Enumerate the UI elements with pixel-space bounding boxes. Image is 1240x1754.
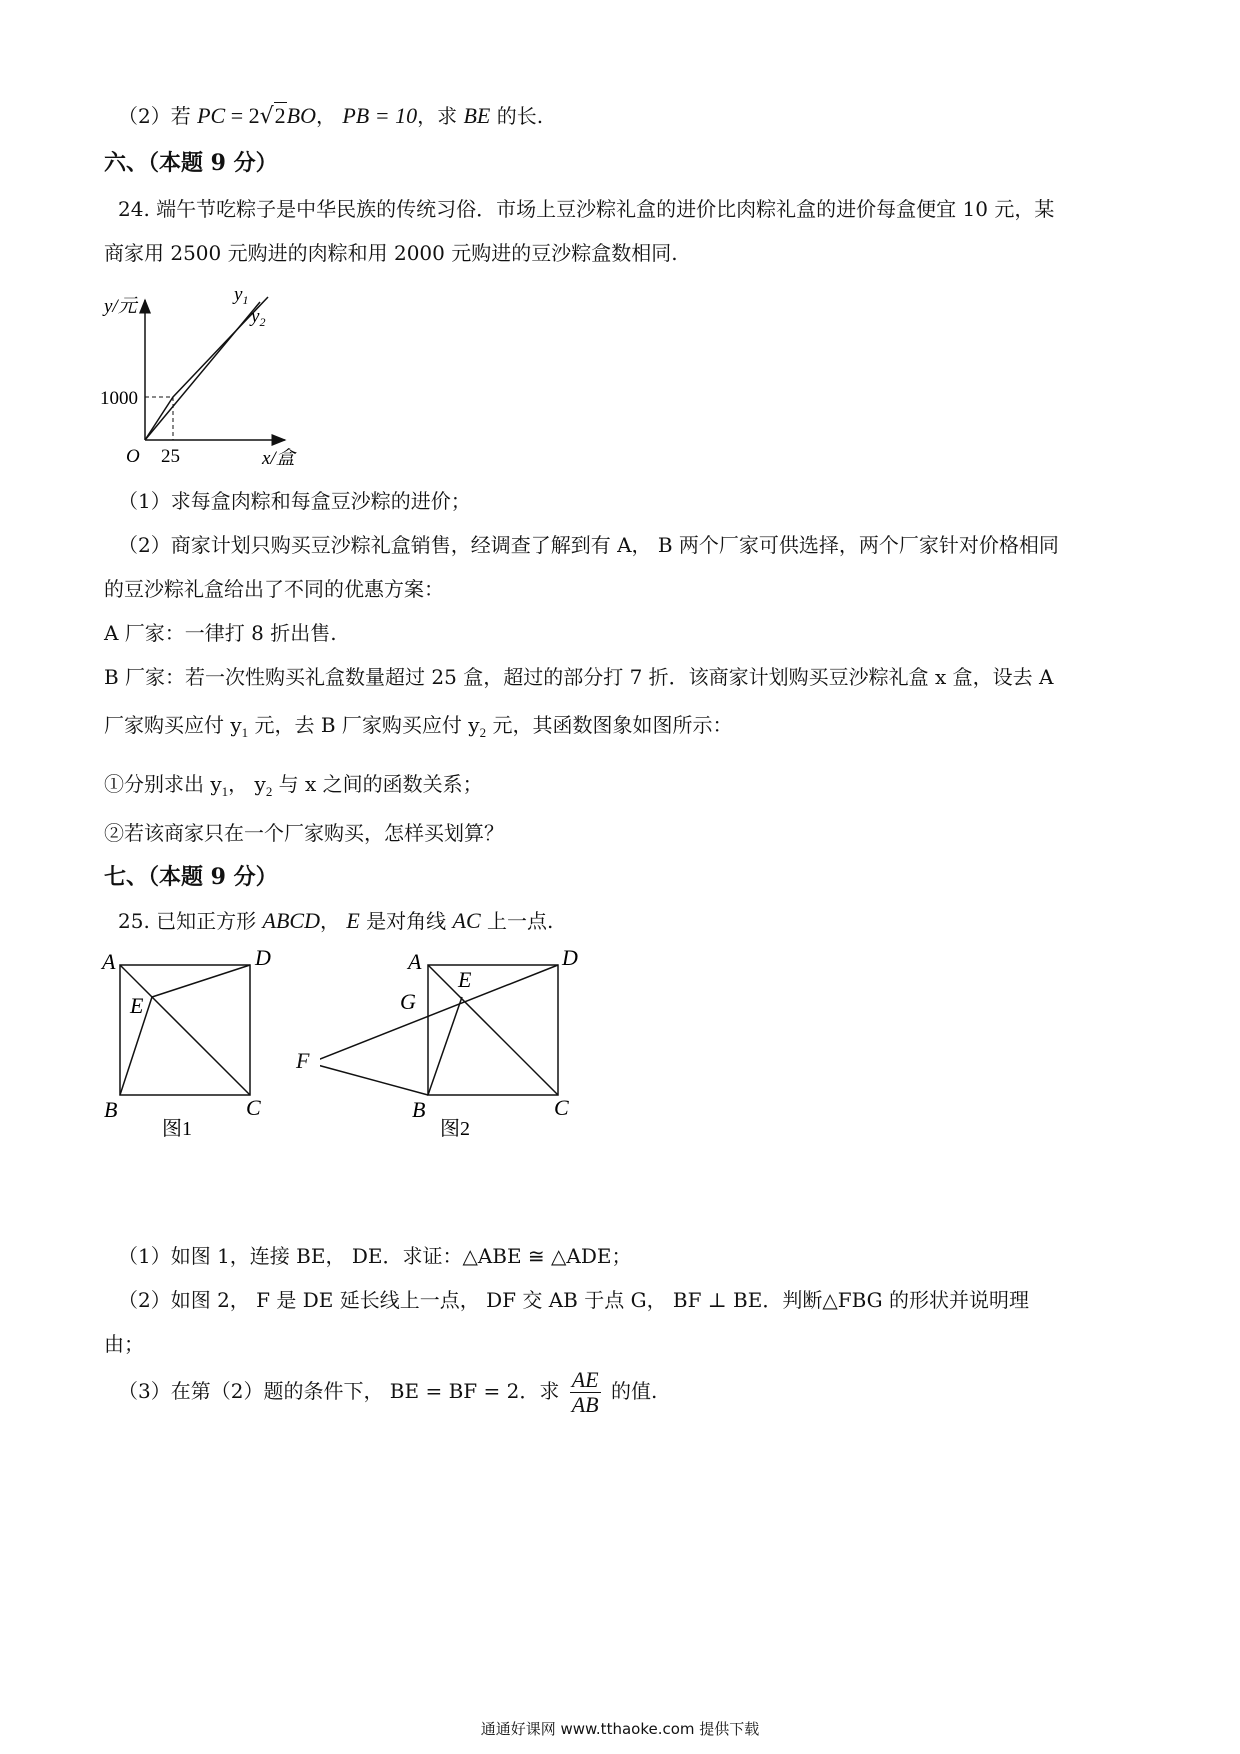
b-line2-a: 厂家购买应付 y	[104, 713, 242, 737]
y-tick-1000: 1000	[100, 388, 138, 409]
q24-sub-question-1	[104, 771, 483, 805]
origin-label: O	[126, 446, 140, 467]
q24-sub-question-2: ②若该商家只在一个厂家购买，怎样买划算？	[104, 821, 504, 845]
q24-a-factory: A 厂家：一律打 8 折出售.	[104, 621, 337, 645]
math-be: BE	[463, 103, 491, 128]
section-7-heading: 七、（本题 9 分）	[104, 864, 278, 890]
math-pc: PC	[197, 103, 226, 128]
q1-sub-1: 1	[221, 784, 229, 799]
point-a-2: A	[408, 949, 422, 974]
q25-part3	[118, 1368, 657, 1417]
q24-graph	[100, 282, 340, 472]
sqrt-argument: 2	[274, 103, 286, 128]
q1-a: ①分别求出 y	[104, 772, 222, 796]
math-pb: PB = 10	[342, 103, 418, 128]
fraction-denominator: AB	[571, 1392, 599, 1417]
fraction-ae-ab	[570, 1368, 601, 1417]
y1-label: $y_1$	[234, 284, 249, 307]
q25-part2-line2: 由；	[104, 1332, 144, 1356]
b-line2-c: 元，其函数图象如图所示：	[486, 713, 733, 737]
segment-de	[152, 965, 250, 997]
q24-part1: （1）求每盒肉粽和每盒豆沙粽的进价；	[118, 489, 471, 513]
figure-1-caption: 图1	[162, 1118, 192, 1140]
sqrt-symbol: √2	[259, 103, 286, 129]
q25-part1: （1）如图 1，连接 BE， DE．求证：△ABE ≅ △ADE；	[118, 1244, 632, 1268]
q23-suffix: 的长.	[490, 104, 544, 128]
q25-stem-c: 是对角线	[359, 909, 453, 933]
point-c: C	[246, 1095, 261, 1120]
q25-stem-b: ，	[319, 909, 347, 933]
segment-fb	[320, 1063, 428, 1095]
diagonal-ac-2	[428, 965, 558, 1095]
sub-1: 1	[241, 725, 249, 740]
q24-stem-line2: 商家用 2500 元购进的肉粽和用 2000 元购进的豆沙粽盒数相同.	[104, 241, 678, 265]
point-c-2: C	[554, 1095, 569, 1120]
diagonal-ac	[120, 965, 250, 1095]
section-6-heading: 六、（本题 9 分）	[104, 150, 278, 176]
point-g: G	[400, 989, 416, 1014]
point-f: F	[296, 1048, 310, 1073]
q23-part2-prefix: （2）若	[118, 104, 198, 128]
q1-sub-2: 2	[265, 784, 273, 799]
figure-1	[100, 945, 300, 1145]
q25-stem-d: 上一点.	[480, 909, 554, 933]
y-axis-label: y/元	[104, 296, 137, 317]
q25-stem-a: 25. 已知正方形	[118, 909, 263, 933]
b-line2-b: 元，去 B 厂家购买应付 y	[248, 713, 480, 737]
math-abcd: ABCD	[262, 908, 320, 933]
q23-sep: ，	[316, 104, 343, 128]
q24-stem-line1: 24. 端午节吃粽子是中华民族的传统习俗．市场上豆沙粽礼盒的进价比肉粽礼盒的进价每盒便宜 10 元，某	[118, 197, 1055, 221]
point-d: D	[255, 945, 271, 970]
point-b-2: B	[412, 1097, 426, 1122]
math-bo: BO	[286, 103, 316, 128]
q1-b: ， y	[228, 772, 266, 796]
segment-be-2	[428, 997, 462, 1095]
x-tick-25: 25	[161, 446, 180, 467]
math-e: E	[346, 908, 360, 933]
q25-stem	[118, 908, 553, 934]
footer-watermark: 通通好课网 www.tthaoke.com 提供下载	[480, 1720, 760, 1738]
fraction-numerator: AE	[571, 1367, 599, 1392]
q24-b-factory-line2	[104, 712, 732, 746]
q25-part3-b: 的值.	[604, 1379, 658, 1403]
figure-2	[320, 945, 640, 1145]
q24-part2-line2: 的豆沙粽礼盒给出了不同的优惠方案：	[104, 577, 444, 601]
q25-part2-line1: （2）如图 2， F 是 DE 延长线上一点， DF 交 AB 于点 G， BF ⊥ BE．判断△FBG 的形状并说明理	[118, 1288, 1029, 1312]
figure-2-caption: 图2	[440, 1118, 470, 1140]
q24-b-factory-line1: B 厂家：若一次性购买礼盒数量超过 25 盒，超过的部分打 7 折．该商家计划购买豆沙粽礼盒 x 盒，设去 A	[104, 665, 1054, 689]
point-b: B	[104, 1097, 118, 1122]
q23-part2	[118, 103, 543, 130]
point-a: A	[102, 949, 116, 974]
q23-ask: ，求	[417, 104, 464, 128]
sub-2: 2	[479, 725, 487, 740]
point-d-2: D	[562, 945, 578, 970]
point-e-2: E	[458, 967, 472, 992]
segment-fd	[320, 965, 558, 1063]
math-ac: AC	[452, 908, 481, 933]
q1-c: 与 x 之间的函数关系；	[272, 772, 483, 796]
y2-label: $y_2$	[251, 306, 266, 329]
point-e: E	[130, 993, 144, 1018]
q25-part3-a: （3）在第（2）题的条件下， BE = BF = 2．求	[118, 1379, 566, 1403]
math-eq: = 2	[225, 103, 260, 128]
q24-part2-line1: （2）商家计划只购买豆沙粽礼盒销售，经调查了解到有 A， B 两个厂家可供选择，两个厂家针对价格相同	[118, 533, 1059, 557]
x-axis-label: x/盒	[262, 448, 295, 469]
